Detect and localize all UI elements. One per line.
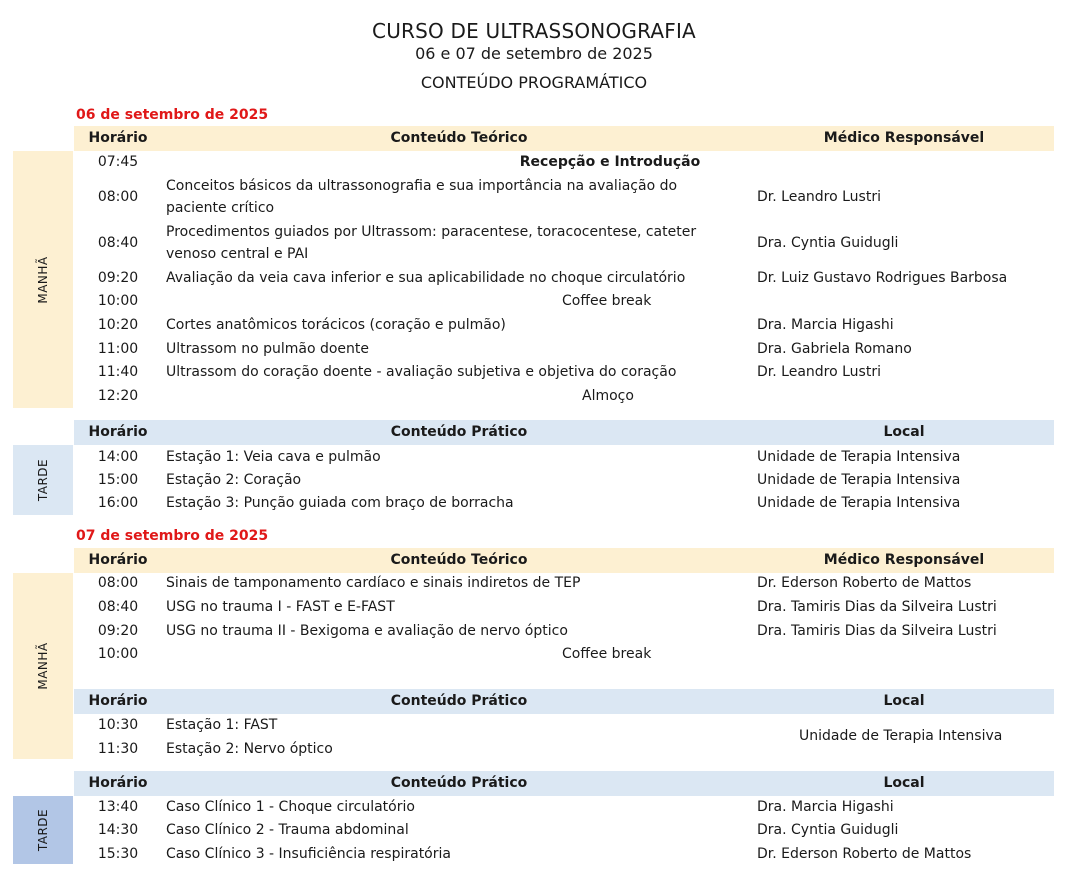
day2-morning-header [74,548,1054,573]
header-content: Conteúdo Teórico [390,130,528,146]
document-dates: 06 e 07 de setembro de 2025 [415,44,653,63]
day1-afternoon-side [13,445,73,515]
header-time: Horário [88,693,148,709]
header-responsible: Médico Responsável [823,552,985,568]
header-responsible: Médico Responsável [823,130,985,146]
header-content: Conteúdo Teórico [390,552,528,568]
header-time: Horário [88,775,148,791]
document-title: CURSO DE ULTRASSONOGRAFIA [372,19,696,43]
day1-morning-side [13,151,73,408]
header-content: Conteúdo Prático [390,775,528,791]
header-location: Local [883,775,925,791]
header-time: Horário [88,130,148,146]
day2-morning-side [13,573,73,759]
document-subtitle: CONTEÚDO PROGRAMÁTICO [420,73,648,92]
header-content: Conteúdo Prático [390,424,528,440]
side-label: TARDE [36,808,50,852]
day1-date: 06 de setembro de 2025 [76,107,269,123]
day2-afternoon-header [74,771,1054,796]
day2-afternoon-side [13,796,73,864]
header-location: Local [883,693,925,709]
header-time: Horário [88,552,148,568]
day2-morning-practical-header [74,689,1054,714]
day1-morning-header [74,126,1054,151]
header-location: Local [883,424,925,440]
day2-date: 07 de setembro de 2025 [76,528,269,544]
side-label: MANHÃ [36,255,50,304]
side-label: MANHÃ [36,642,50,690]
header-time: Horário [88,424,148,440]
header-content: Conteúdo Prático [390,693,528,709]
day1-afternoon-header [74,420,1054,445]
side-label: TARDE [36,458,50,502]
